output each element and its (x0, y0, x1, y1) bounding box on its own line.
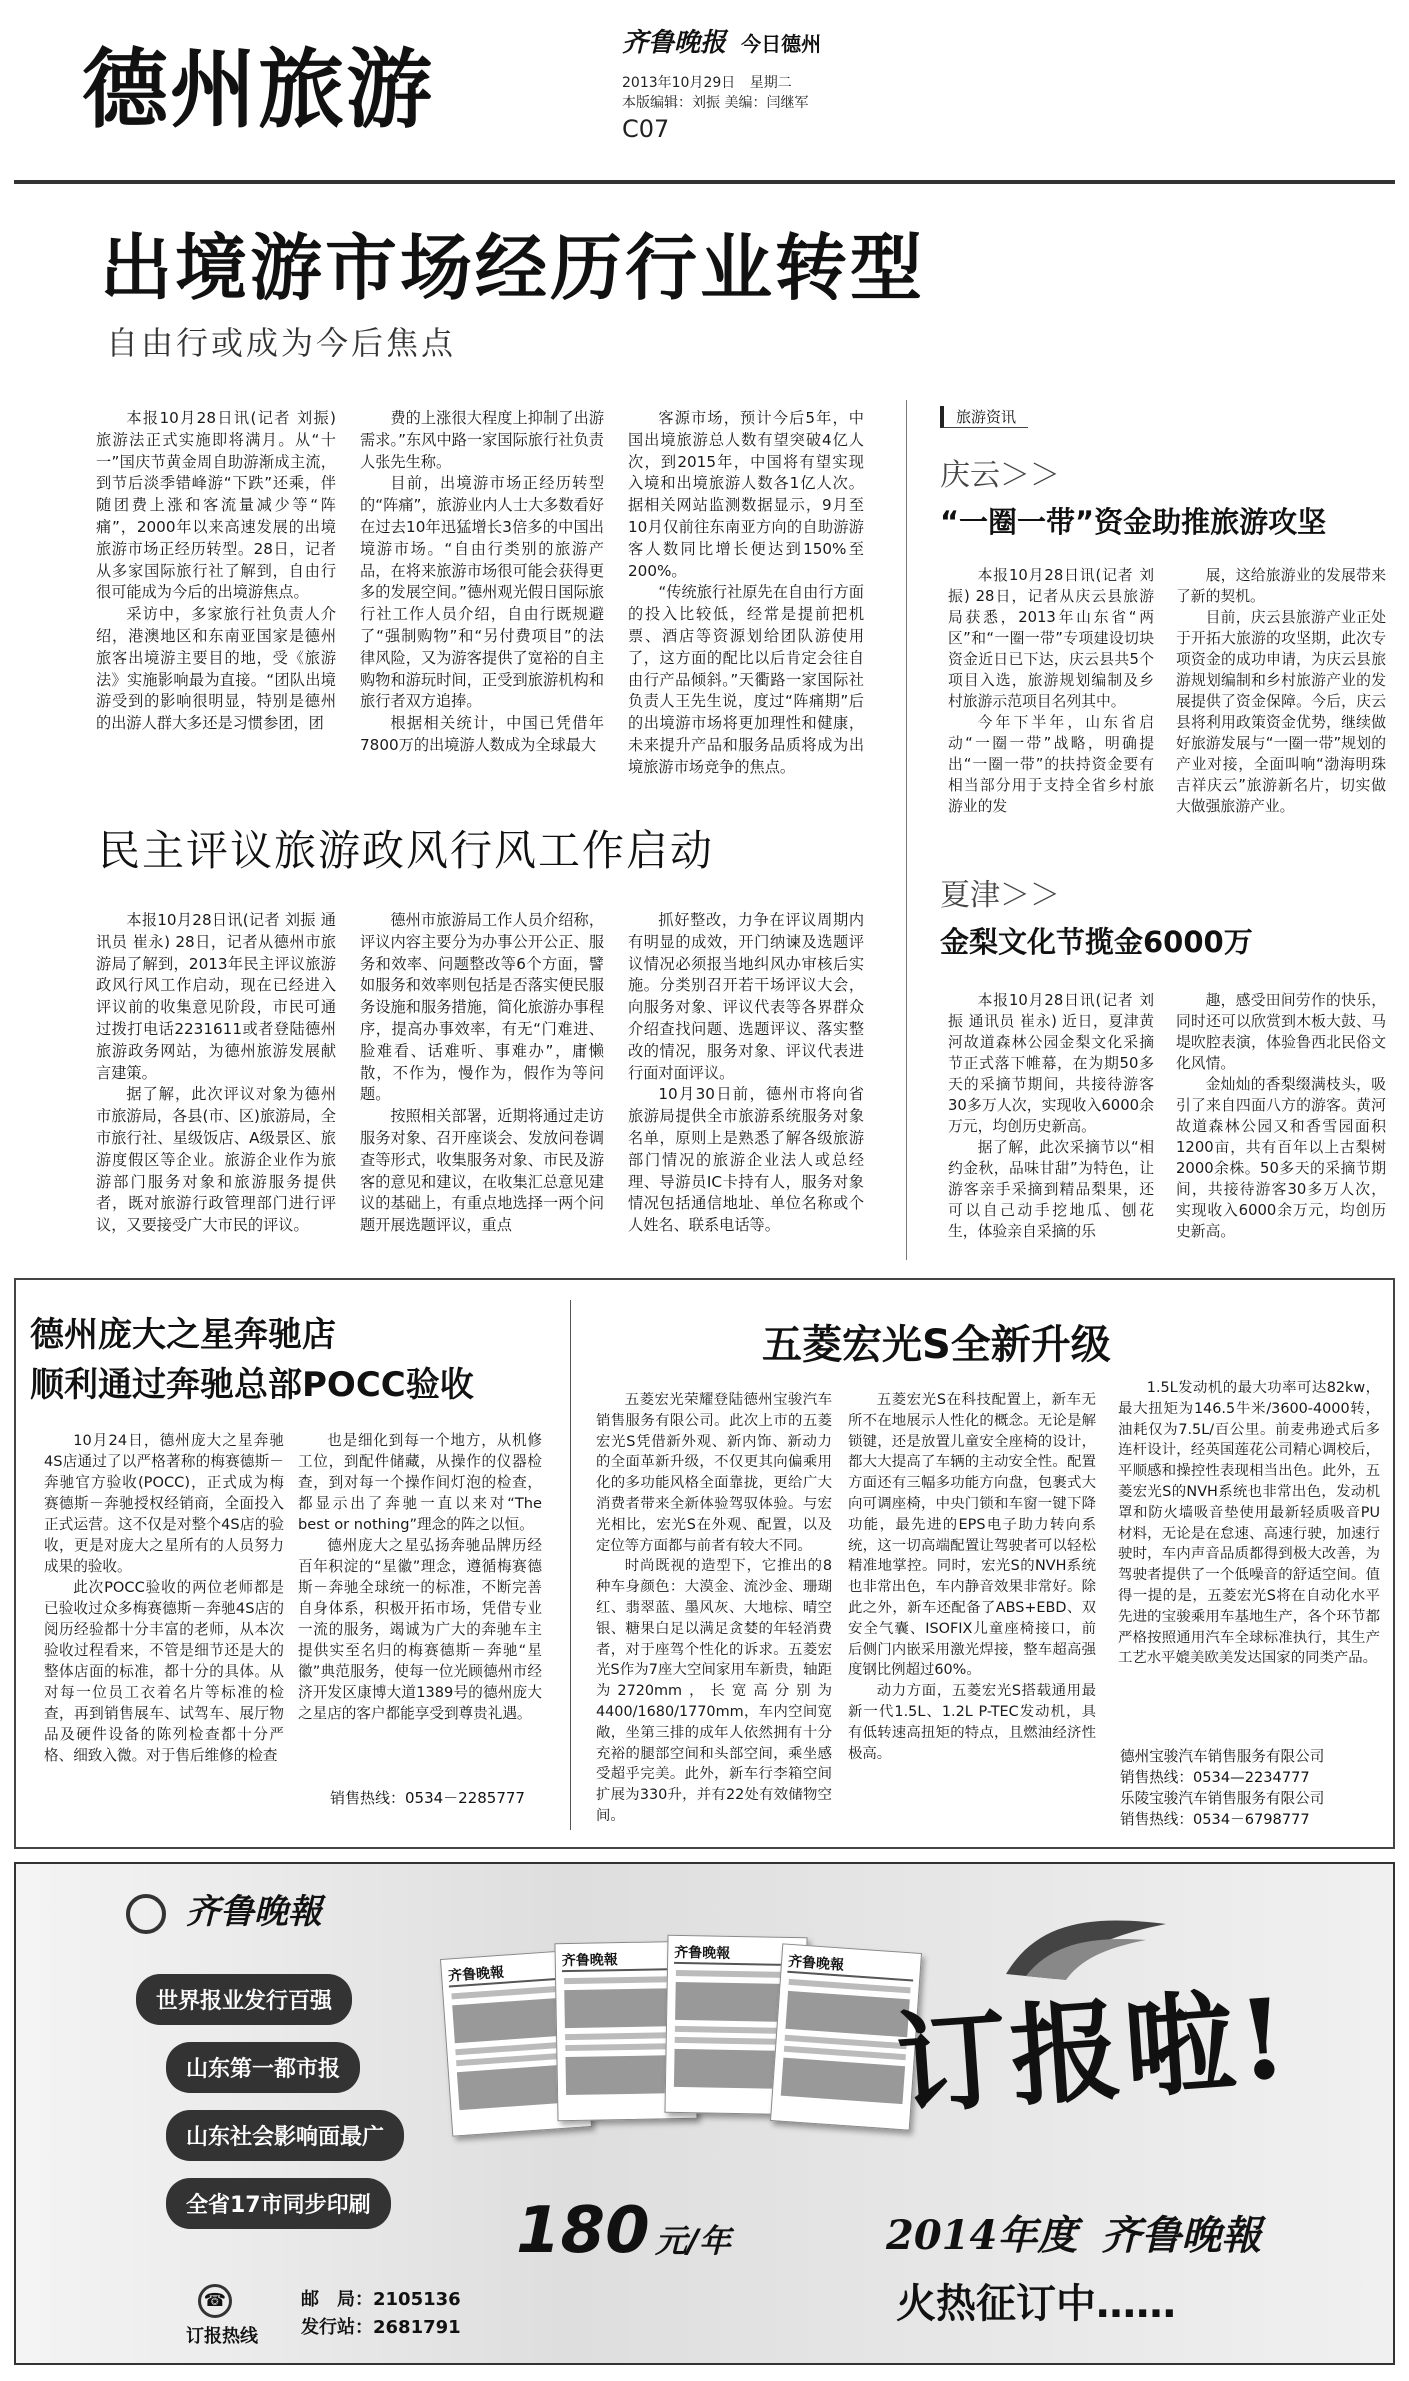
paragraph: 德州庞大之星弘扬奔驰品牌历经百年积淀的“星徽”理念，遵循梅赛德斯－奔驰全球统一的标准，不断完善自身体系，积极开拓市场，凭借专业一流的服务，竭诚为广大的奔驰车主提供实至名归的梅赛德斯－奔驰“星徽”典范服务，使每一位光顾德州市经济开发区康博大道1389号的德州庞大之星店的客户都能享受到尊贵礼遇。 (298, 1537, 542, 1722)
paragraph: 金灿灿的香梨缀满枝头，吸引了来自四面八方的游客。黄河故道森林公园又和香雪园面积1200亩，共有百年以上古梨树2000余株。50多天的采摘节期间，共接待游客30多万人次，实现收入6000余万元，均创历史新高。 (1176, 1076, 1386, 1240)
paragraph: 费的上涨很大程度上抑制了出游需求。”东风中路一家国际旅行社负责人张先生称。 (360, 409, 604, 471)
paragraph: 五菱宏光S在科技配置上，新车无所不在地展示人性化的概念。无论是解锁键，还是放置儿童安全座椅的设计，都大大提高了车辆的主动安全性。配置方面还有三幅多功能方向盘，包裹式大向可调座椅，中央门锁和车窗一键下降功能，最先进的EPS电子助力转向系统，这一切高端配置让驾驶者可以轻松精准地掌控。同时，宏光S的NVH系统也非常出色，车内静音效果非常好。除此之外，新车还配备了ABS+EBD、双安全气囊、ISOFIX儿童座椅接口，前后侧门内嵌采用激光焊接，整车超高强度钢比例超过60%。 (848, 1392, 1096, 1679)
article2-title: 民主评议旅游政风行风工作启动 (98, 826, 715, 875)
article2-column-2 (360, 910, 604, 1260)
paragraph: 10月30日前，德州市将向省旅游局提供全市旅游系统服务对象名单，原则上是熟悉了解各级旅游部门情况的旅游企业法人或总经理、导游员IC卡持有人，服务对象情况包括通信地址、单位名称或个人姓名、联系电话等。 (628, 1085, 864, 1235)
paragraph: 本报10月28日讯(记者 刘振) 旅游法正式实施即将满月。从“十一”国庆节黄金周自助游渐成主流，到节后淡季错峰游“下跌”还乘，伴随团费上涨和客流量减少等“阵痛”，2000年以来高速发展的出境旅游市场正经历转型。28日，记者从多家国际旅行社了解到，自由行很可能成为今后的出境游焦点。 (96, 409, 336, 602)
article1-column-1 (96, 408, 336, 778)
page-number: C07 (622, 115, 670, 143)
banner-brand-name: 齐鲁晚報 (185, 1892, 322, 1932)
paragraph: 采访中，多家旅行社负责人介绍，港澳地区和东南亚国家是德州旅客出境游主要目的地，受《旅游法》实施影响最为直接。“团队出境游受到的影响很明显，特别是德州的出游人群大多还是习惯参团，团 (96, 605, 336, 733)
paragraph: 今年下半年，山东省启动“一圈一带”战略，明确提出“一圈一带”的扶持资金要有相当部分用于支持全省乡村旅游业的发 (948, 714, 1154, 815)
column-divider (906, 400, 907, 1260)
paragraph: 趣，感受田间劳作的快乐，同时还可以欣赏到木板大鼓、马堤吹腔表演，体验鲁西北民俗文化风情。 (1176, 992, 1386, 1072)
issue-date-line (622, 72, 792, 92)
paragraph: 本报10月28日讯(记者 刘振) 28日，记者从庆云县旅游局获悉，2013年山东省“两区”和“一圈一带”专项建设切块资金近日已下达，庆云县共5个项目入选，旅游规划编制及乡村旅游示范项目名列其中。 (948, 567, 1154, 710)
ad-right-column-2 (848, 1390, 1096, 1830)
article1-subtitle: 自由行或成为今后焦点 (106, 324, 457, 362)
sidebar-item1-title: “一圈一带”资金助推旅游攻坚 (940, 505, 1327, 539)
section-title: 德州旅游 (82, 39, 434, 140)
paragraph: 目前，出境游市场正经历转型的“阵痛”，旅游业内人士大多数看好在过去10年迅猛增长3倍多的中国出境游市场。“自由行类别的旅游产品，在将来旅游市场很可能会获得更多的发展空间。”德州观光假日国际旅行社工作人员介绍，自由行既规避了“强制购物”和“另付费项目”的法律风险，又为游客提供了宽裕的自主购物和游玩时间，正受到旅游机构和旅行者双方追捧。 (360, 474, 604, 711)
banner-badge-1: 世界报业发行百强 (136, 1974, 352, 2025)
year-line (886, 2204, 1261, 2261)
subscription-banner (14, 1862, 1395, 2365)
issue-date: 2013年10月29日 (622, 75, 736, 91)
phone-icon: ☎ (198, 2284, 232, 2318)
subscription-price (516, 2194, 731, 2268)
dealer1-hotline: 销售热线：0534—2234777 (1120, 1769, 1310, 1786)
dealer2-hotline: 销售热线：0534－6798777 (1120, 1811, 1310, 1828)
ad-right-column-1 (596, 1390, 832, 1830)
sidebar-item2-column-2 (1176, 990, 1386, 1260)
paragraph: 本报10月28日讯(记者 刘振 通讯员 崔永) 近日，夏津黄河故道森林公园金梨文化采摘节正式落下帷幕，在为期50多天的采摘节期间，共接待游客30多万人次，实现收入6000余万元，均创历史新高。 (948, 992, 1154, 1135)
ad-right-title: 五菱宏光S全新升级 (762, 1322, 1111, 1368)
ad-left-title-line2: 顺利通过奔驰总部POCC验收 (30, 1365, 474, 1405)
price-unit: 元/年 (655, 2222, 731, 2260)
ad-divider (570, 1300, 571, 1830)
paragraph: 按照相关部署，近期将通过走访服务对象、召开座谈会、发放问卷调查等形式，收集服务对象、市民及游客的意见和建议，在收集汇总意见建议的基础上，有重点地选择一两个问题开展选题评议，重点 (360, 1107, 604, 1235)
brand-subtitle: 今日德州 (741, 32, 822, 56)
post-label: 邮 局： (301, 2289, 373, 2310)
hotline-numbers (301, 2286, 461, 2342)
ad-left-column-2 (298, 1430, 542, 1782)
paragraph: 此次POCC验收的两位老师都是已验收过众多梅赛德斯－奔驰4S店的阅历经验都十分丰富的老师，从本次验收过程看来，不管是细节还是大的整体店面的标准，都十分的具体。从对每一位员工衣着名片等标准的检查，再到销售展车、试驾车、展厅物品及硬件设备的陈列检查都十分严格、细致入微。对于售后维修的检查 (44, 1579, 284, 1764)
paragraph: 德州市旅游局工作人员介绍称，评议内容主要分为办事公开公正、服务和效率、问题整改等6个方面，譬如服务和效率则包括是否落实便民服务设施和服务措施，简化旅游办事程序，提高办事效率，有无“门难进、脸难看、话难听、事难办”，庸懒散，不作为，慢作为，假作为等问题。 (360, 911, 604, 1104)
editor-credits: 本版编辑：刘振 美编：闫继军 (622, 95, 809, 111)
paragraph: 展，这给旅游业的发展带来了新的契机。 (1176, 567, 1386, 605)
sidebar-item2-city: 夏津＞＞ (940, 878, 1060, 913)
paragraph: 抓好整改，力争在评议周期内有明显的成效，开门纳谏及选题评议情况必须报当地纠风办审核后实施。分类别召开若干场评议大会，向服务对象、评议代表等各界群众介绍查找问题、选题评议、落实整改的情况，服务对象、评议代表进行面对面评议。 (628, 911, 864, 1082)
paragraph: 根据相关统计，中国已凭借年7800万的出境游人数成为全球最大 (360, 714, 604, 754)
paragraph: 据了解，此次采摘节以“相约金秋，品味甘甜”为特色，让游客亲手采摘到精品梨果，还可以自己动手挖地瓜、刨花生，体验亲自采摘的乐 (948, 1139, 1154, 1240)
ad-left-column-1 (44, 1430, 284, 1800)
year-brand: 齐鲁晚報 (1101, 2212, 1262, 2259)
article2-column-1 (96, 910, 336, 1260)
ad-left-hotline: 销售热线：0534－2285777 (330, 1789, 525, 1807)
post-number: 2105136 (373, 2289, 461, 2310)
sidebar-item2-title: 金梨文化节揽金6000万 (940, 925, 1253, 959)
ad-right-column-3 (1118, 1378, 1380, 1744)
banner-badge-3: 山东社会影响面最广 (166, 2110, 404, 2161)
paragraph: 客源市场，预计今后5年，中国出境旅游总人数有望突破4亿人次，到2015年，中国将有望实现入境和出境旅游人数各1亿人次。据相关网站监测数据显示，9月至10月仅前往东南亚方向的自助游游客人数同比增长便达到150%至200%。 (628, 409, 864, 580)
hotline-block (186, 2284, 258, 2348)
masthead-brand (622, 22, 821, 59)
banner-brand (126, 1884, 322, 1934)
sidebar-item2-column-1 (948, 990, 1154, 1260)
article1-column-2 (360, 408, 604, 778)
masthead-rule (14, 180, 1395, 184)
sidebar-item1-column-2 (1176, 565, 1386, 825)
paragraph: 五菱宏光荣耀登陆德州宝骏汽车销售服务有限公司。此次上市的五菱宏光S凭借新外观、新内饰、新动力的全面革新升级，不仅更其向偏乘用化的多功能风格全面靠拢，更给广大消费者带来全新体验驾驭体验。与宏光相比，宏光S在外观、配置，以及定位等方面都与前者有较大不同。 (596, 1392, 832, 1554)
sidebar-item1-column-1 (948, 565, 1154, 825)
paragraph: 动力方面，五菱宏光S搭载通用最新一代1.5L、1.2L P-TEC发动机，具有低转速高扭矩的特点，且燃油经济性极高。 (848, 1683, 1096, 1762)
banner-badge-4: 全省17市同步印刷 (166, 2178, 391, 2229)
article1-column-3 (628, 408, 864, 778)
issue-label: 发行站： (301, 2317, 373, 2338)
thumbnail-masthead: 齐鲁晚報 (674, 1942, 800, 1966)
paragraph: 1.5L发动机的最大功率可达82kw，最大扭矩为146.5牛米/3600-4000转，油耗仅为7.5L/百公里。前麦弗逊式后多连杆设计，经英国莲花公司精心调校后，平顺感和操控性表现相当出色。此外，五菱宏光S的NVH系统也非常出色，发动机罩和防火墙吸音垫使用最新轻质吸音PU材料，无论是在怠速、高速行驶，加速行驶时，车内声音品质都得到极大改善，为驾驶者提供了一个低噪音的舒适空间。值得一提的是，五菱宏光S将在自动化水平先进的宝骏乘用车基地生产，各个环节都严格按照通用汽车全球标准执行，其生产工艺水平媲美欧美发达国家的同类产品。 (1118, 1380, 1380, 1667)
article1-title: 出境游市场经历行业转型 (100, 225, 926, 310)
paragraph: “传统旅行社原先在自由行方面的投入比较低，经常是提前把机票、酒店等资源划给团队游使用了，这方面的配比以后肯定会往自由行产品倾斜。”天衢路一家国际社负责人王先生说，度过“阵痛期”后的出境游市场将更加理性和健康，未来提升产品和服务品质将成为出境旅游市场竞争的焦点。 (628, 583, 864, 776)
issue-number: 2681791 (373, 2317, 461, 2338)
paragraph: 10月24日，德州庞大之星奔驰4S店通过了以严格著称的梅赛德斯－奔驰官方验收(POCC)，正式成为梅赛德斯－奔驰授权经销商，全面投入正式运营。这不仅是对整个4S店的验收，更是对庞大之星所有的人员努力成果的验收。 (44, 1432, 284, 1575)
sidebar-item1-city: 庆云＞＞ (940, 458, 1060, 493)
brand-name: 齐鲁晚报 (622, 28, 727, 58)
hotline-label: 订报热线 (186, 2326, 258, 2347)
dealer1-name: 德州宝骏汽车销售服务有限公司 (1120, 1748, 1325, 1765)
ad-right-dealers (1120, 1746, 1324, 1830)
thumbnail-masthead: 齐鲁晚報 (787, 1951, 914, 1982)
paragraph: 时尚既视的造型下，它推出的8种车身颜色：大漠金、流沙金、珊瑚红、翡翠蓝、墨风灰、大地棕、晴空银、糖果白足以满足贪婪的年轻消费者，对于座驾个性化的诉求。五菱宏光S作为7座大空间家用车新贵，轴距为2720mm，长宽高分别为4400/1680/1770mm，车内空间宽敞，坐第三排的成年人依然拥有十分充裕的腿部空间和头部空间，乘坐感受超乎完美。此外，新车行李箱空间扩展为330升，并有22处有效储物空间。 (596, 1558, 832, 1824)
paragraph: 也是细化到每一个地方，从机修工位，到配件储藏，从操作的仪器检查，到对每一个操作间灯泡的检查，都显示出了奔驰一直以来对“The best or nothing”理念的阵之以恒。 (298, 1432, 542, 1533)
subscribe-headline: 订报啦! (892, 1973, 1295, 2130)
article2-column-3 (628, 910, 864, 1260)
paragraph: 据了解，此次评议对象为德州市旅游局，各县(市、区)旅游局，全市旅行社、星级饭店、A级景区、旅游度假区等企业。旅游企业作为旅游部门服务对象和旅游服务提供者，既对旅游行政管理部门进行评议，又要接受广大市民的评议。 (96, 1085, 336, 1235)
banner-badge-2: 山东第一都市报 (166, 2042, 360, 2093)
brand-logo-icon (126, 1894, 166, 1934)
year-text: 2014年度 (886, 2212, 1078, 2259)
issue-weekday: 星期二 (749, 75, 792, 91)
subscribe-slogan: 火热征订中…… (896, 2281, 1176, 2327)
thumbnail-masthead: 齐鲁晚報 (447, 1957, 574, 1988)
ad-left-title-line1: 德州庞大之星奔驰店 (30, 1315, 336, 1355)
paragraph: 目前，庆云县旅游产业正处于开拓大旅游的攻坚期，此次专项资金的成功申请，为庆云县旅游规划编制和乡村旅游产业的发展提供了资金保障。今后，庆云县将利用政策资金优势，继续做好旅游发展与“一圈一带”规划的产业对接，全面叫响“渤海明珠 吉祥庆云”旅游新名片，切实做大做强旅游产业。 (1176, 609, 1386, 815)
sidebar-tag: 旅游资讯 (940, 406, 1028, 428)
price-value: 180 (516, 2194, 650, 2268)
thumbnail-masthead: 齐鲁晚報 (562, 1948, 688, 1972)
paragraph: 本报10月28日讯(记者 刘振 通讯员 崔永) 28日，记者从德州市旅游局了解到，2013年民主评议旅游政风行风工作启动，现在已经进入评议前的收集意见阶段，市民可通过拨打电话2231611或者登陆德州旅游政务网站，为德州旅游发展献言建策。 (96, 911, 336, 1082)
dealer2-name: 乐陵宝骏汽车销售服务有限公司 (1120, 1790, 1325, 1807)
